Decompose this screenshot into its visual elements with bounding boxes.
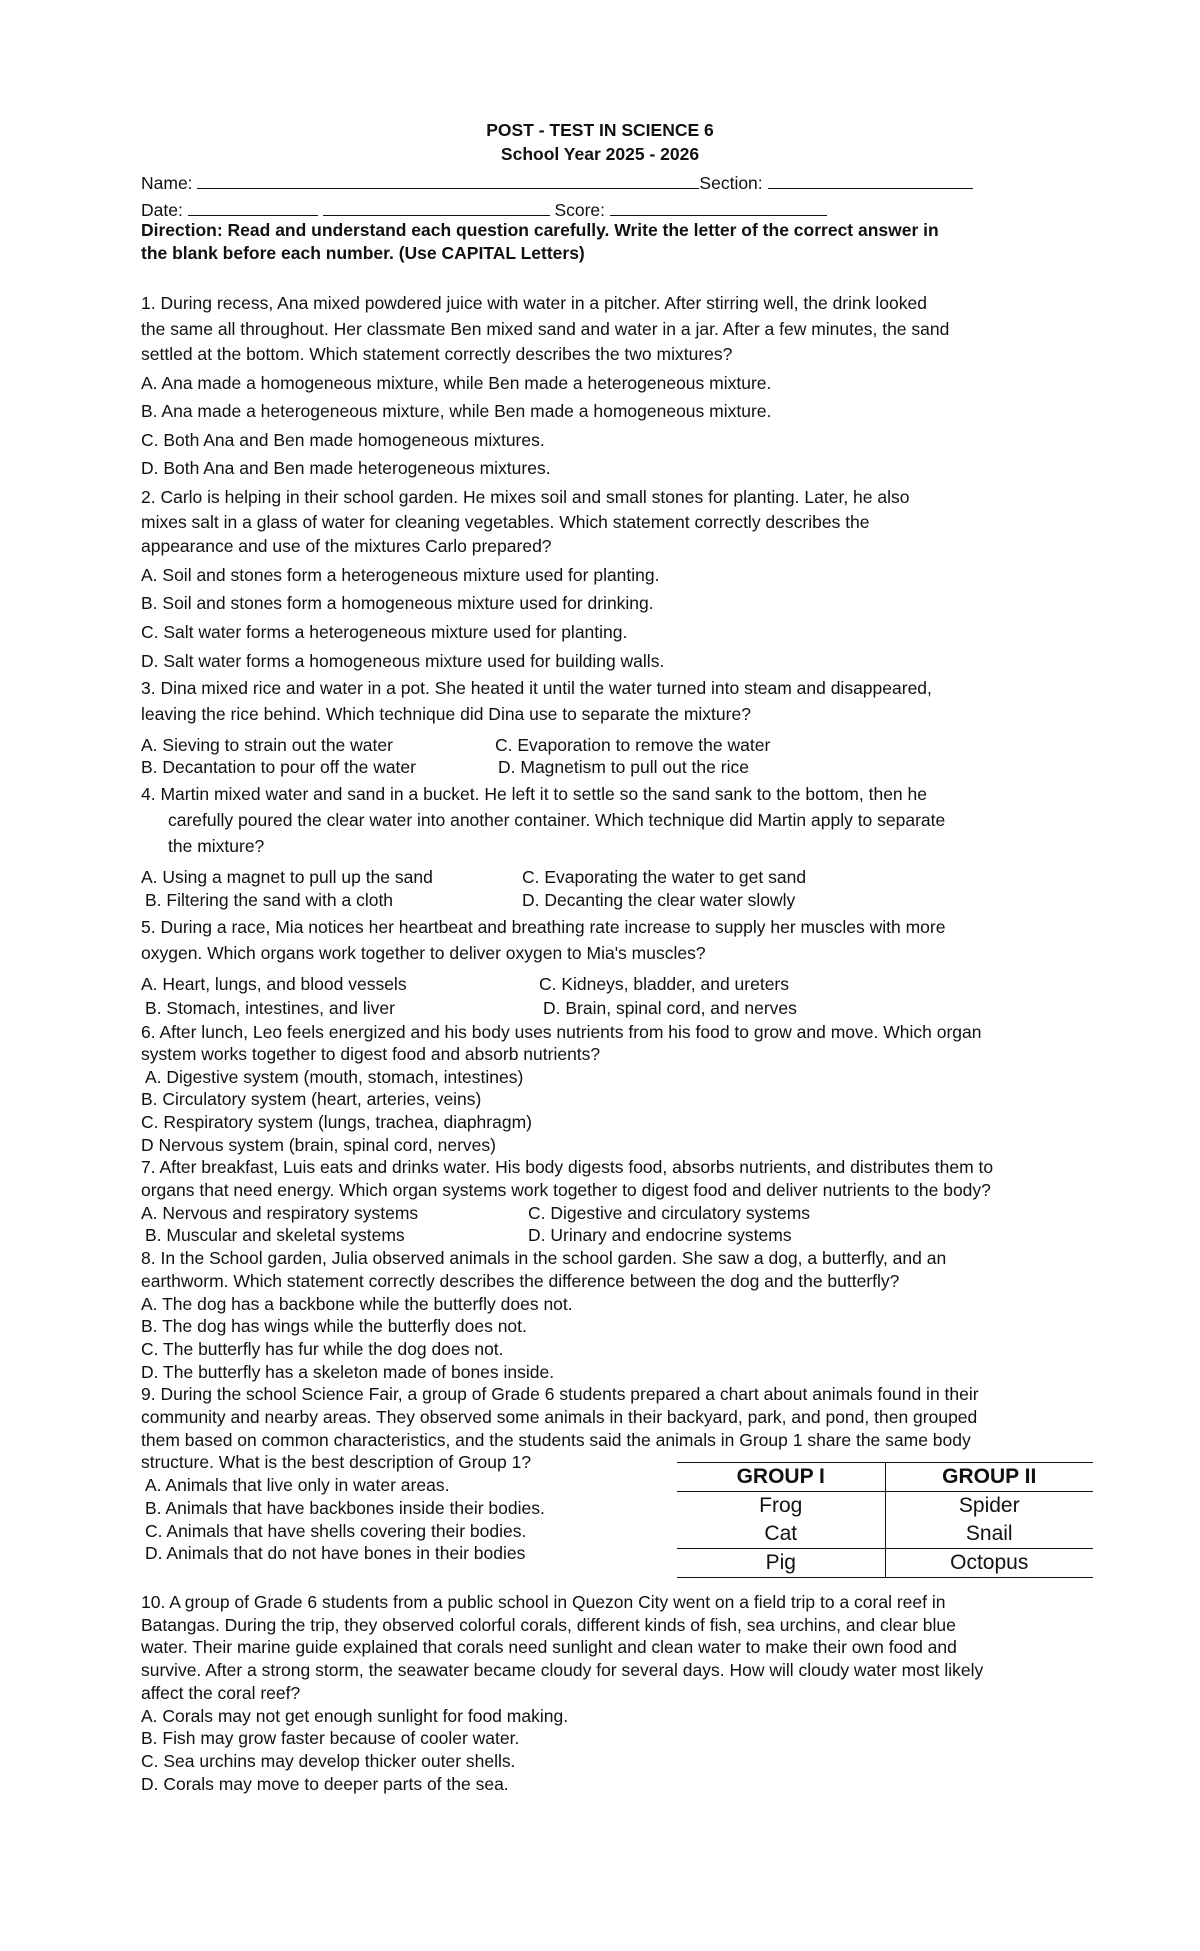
q8-option-b: B. The dog has wings while the butterfly does not. [141, 1316, 527, 1336]
name-blank[interactable] [197, 170, 487, 189]
q2-option-c: C. Salt water forms a heterogeneous mixture used for planting. [141, 622, 628, 642]
q5-option-c: C. Kidneys, bladder, and ureters [539, 974, 790, 994]
group-table [677, 1462, 1093, 1578]
q8-stem: earthworm. Which statement correctly describes the difference between the dog and the butterfly? [141, 1271, 900, 1291]
q4-option-d: D. Decanting the clear water slowly [522, 890, 796, 910]
q3-option-c: C. Evaporation to remove the water [495, 735, 771, 755]
q7-option-b: B. Muscular and skeletal systems [145, 1225, 405, 1245]
q2-stem: appearance and use of the mixtures Carlo prepared? [141, 536, 552, 556]
table-cell: Octopus [885, 1549, 1093, 1578]
section-blank[interactable] [768, 170, 973, 189]
section-label: Section: [699, 173, 763, 193]
q7-stem: 7. After breakfast, Luis eats and drinks water. His body digests food, absorbs nutrients, and distributes them to [141, 1157, 994, 1177]
q2-stem: mixes salt in a glass of water for cleaning vegetables. Which statement correctly describes the [141, 512, 870, 532]
q8-option-c: C. The butterfly has fur while the dog does not. [141, 1339, 504, 1359]
group-table-header [677, 1463, 1093, 1492]
q2-option-d: D. Salt water forms a homogeneous mixture used for building walls. [141, 651, 665, 671]
q10-stem: survive. After a strong storm, the seawater became cloudy for several days. How will cloudy water most likely [141, 1660, 984, 1680]
q1-stem: the same all throughout. Her classmate Ben mixed sand and water in a jar. After a few minutes, the sand [141, 319, 950, 339]
q10-option-d: D. Corals may move to deeper parts of the sea. [141, 1774, 509, 1794]
q5-option-b: B. Stomach, intestines, and liver [145, 998, 395, 1018]
group-1-header: GROUP I [677, 1463, 885, 1492]
score-blank[interactable] [610, 197, 827, 216]
q9-stem: 9. During the school Science Fair, a group of Grade 6 students prepared a chart about animals found in their [141, 1384, 979, 1404]
q7-option-a: A. Nervous and respiratory systems [141, 1203, 419, 1223]
q4-option-c: C. Evaporating the water to get sand [522, 867, 807, 887]
q9-option-d: D. Animals that do not have bones in their bodies [145, 1543, 526, 1563]
score-label: Score: [554, 200, 606, 220]
q10-stem: 10. A group of Grade 6 students from a public school in Quezon City went on a field trip to a coral reef in [141, 1592, 946, 1612]
date-score-row [141, 197, 827, 221]
table-row [677, 1492, 1093, 1521]
q9-stem: them based on common characteristics, and the students said the animals in Group 1 share the same body [141, 1430, 971, 1450]
q10-option-c: C. Sea urchins may develop thicker outer shells. [141, 1751, 516, 1771]
q4-stem: 4. Martin mixed water and sand in a bucket. He left it to settle so the sand sank to the bottom, then he [141, 784, 927, 804]
q8-stem: 8. In the School garden, Julia observed animals in the school garden. She saw a dog, a butterfly, and an [141, 1248, 947, 1268]
page-title: POST - TEST IN SCIENCE 6 [486, 120, 714, 140]
q8-option-a: A. The dog has a backbone while the butterfly does not. [141, 1294, 573, 1314]
q9-stem: community and nearby areas. They observed some animals in their backyard, park, and pond, then grouped [141, 1407, 978, 1427]
table-cell: Spider [885, 1492, 1093, 1521]
q4-stem: carefully poured the clear water into another container. Which technique did Martin apply to separate [168, 810, 946, 830]
q6-stem: 6. After lunch, Leo feels energized and his body uses nutrients from his food to grow and move. Which organ [141, 1022, 982, 1042]
q4-option-b: B. Filtering the sand with a cloth [145, 890, 394, 910]
q10-option-a: A. Corals may not get enough sunlight for food making. [141, 1706, 569, 1726]
date-blank-ext[interactable] [323, 197, 550, 216]
table-cell: Cat [764, 1522, 798, 1545]
q5-stem: oxygen. Which organs work together to deliver oxygen to Mia's muscles? [141, 943, 706, 963]
q10-option-b: B. Fish may grow faster because of cooler water. [141, 1728, 520, 1748]
q3-stem: 3. Dina mixed rice and water in a pot. She heated it until the water turned into steam and disappeared, [141, 678, 932, 698]
q2-option-b: B. Soil and stones form a homogeneous mixture used for drinking. [141, 593, 654, 613]
q1-stem: settled at the bottom. Which statement correctly describes the two mixtures? [141, 344, 733, 364]
q7-stem: organs that need energy. Which organ systems work together to digest food and deliver nutrients to the body? [141, 1180, 991, 1200]
table-cell: Snail [885, 1520, 1093, 1549]
q9-option-b: B. Animals that have backbones inside their bodies. [145, 1498, 545, 1518]
q5-stem: 5. During a race, Mia notices her heartbeat and breathing rate increase to supply her muscles with more [141, 917, 946, 937]
direction-line-2: the blank before each number. (Use CAPITAL Letters) [141, 243, 585, 263]
q7-option-c: C. Digestive and circulatory systems [528, 1203, 811, 1223]
q1-option-a: A. Ana made a homogeneous mixture, while Ben made a heterogeneous mixture. [141, 373, 772, 393]
q2-option-a: A. Soil and stones form a heterogeneous mixture used for planting. [141, 565, 660, 585]
q9-option-a: A. Animals that live only in water areas. [145, 1475, 450, 1495]
name-section-row [141, 170, 973, 194]
q6-option-b: B. Circulatory system (heart, arteries, veins) [141, 1089, 482, 1109]
q6-option-a: A. Digestive system (mouth, stomach, intestines) [145, 1067, 524, 1087]
q6-option-c: C. Respiratory system (lungs, trachea, diaphragm) [141, 1112, 532, 1132]
q4-option-a: A. Using a magnet to pull up the sand [141, 867, 433, 887]
q10-stem: affect the coral reef? [141, 1683, 301, 1703]
table-cell: Pig [677, 1549, 885, 1578]
q6-stem: system works together to digest food and absorb nutrients? [141, 1044, 601, 1064]
q5-option-a: A. Heart, lungs, and blood vessels [141, 974, 407, 994]
direction-line-1: Direction: Read and understand each question carefully. Write the letter of the correct answer in [141, 220, 939, 240]
table-row [677, 1520, 1093, 1549]
q3-stem: leaving the rice behind. Which technique did Dina use to separate the mixture? [141, 704, 751, 724]
school-year: School Year 2025 - 2026 [500, 144, 700, 164]
name-blank-ext[interactable] [487, 170, 699, 189]
table-row [677, 1549, 1093, 1578]
q10-stem: Batangas. During the trip, they observed colorful corals, different kinds of fish, sea urchins, and clear blue [141, 1615, 956, 1635]
q1-option-d: D. Both Ana and Ben made heterogeneous mixtures. [141, 458, 551, 478]
q9-stem: structure. What is the best description of Group 1? [141, 1452, 532, 1472]
q3-option-d: D. Magnetism to pull out the rice [498, 757, 749, 777]
q8-option-d: D. The butterfly has a skeleton made of bones inside. [141, 1362, 555, 1382]
group-2-header: GROUP II [885, 1463, 1093, 1492]
name-label: Name: [141, 173, 193, 193]
date-blank[interactable] [188, 197, 318, 216]
q1-option-c: C. Both Ana and Ben made homogeneous mixtures. [141, 430, 545, 450]
q6-option-d: D Nervous system (brain, spinal cord, nerves) [141, 1135, 496, 1155]
q10-stem: water. Their marine guide explained that corals need sunlight and clean water to make their own food and [141, 1637, 957, 1657]
q3-option-a: A. Sieving to strain out the water [141, 735, 393, 755]
q1-option-b: B. Ana made a heterogeneous mixture, while Ben made a homogeneous mixture. [141, 401, 772, 421]
q9-option-c: C. Animals that have shells covering their bodies. [145, 1521, 527, 1541]
q3-option-b: B. Decantation to pour off the water [141, 757, 416, 777]
table-cell: Frog [759, 1494, 803, 1517]
q7-option-d: D. Urinary and endocrine systems [528, 1225, 792, 1245]
q4-stem: the mixture? [168, 836, 265, 856]
date-label: Date: [141, 200, 183, 220]
q1-stem: 1. During recess, Ana mixed powdered juice with water in a pitcher. After stirring well, the drink looked [141, 293, 927, 313]
q2-stem: 2. Carlo is helping in their school garden. He mixes soil and small stones for planting. Later, he also [141, 487, 910, 507]
q5-option-d: D. Brain, spinal cord, and nerves [543, 998, 797, 1018]
